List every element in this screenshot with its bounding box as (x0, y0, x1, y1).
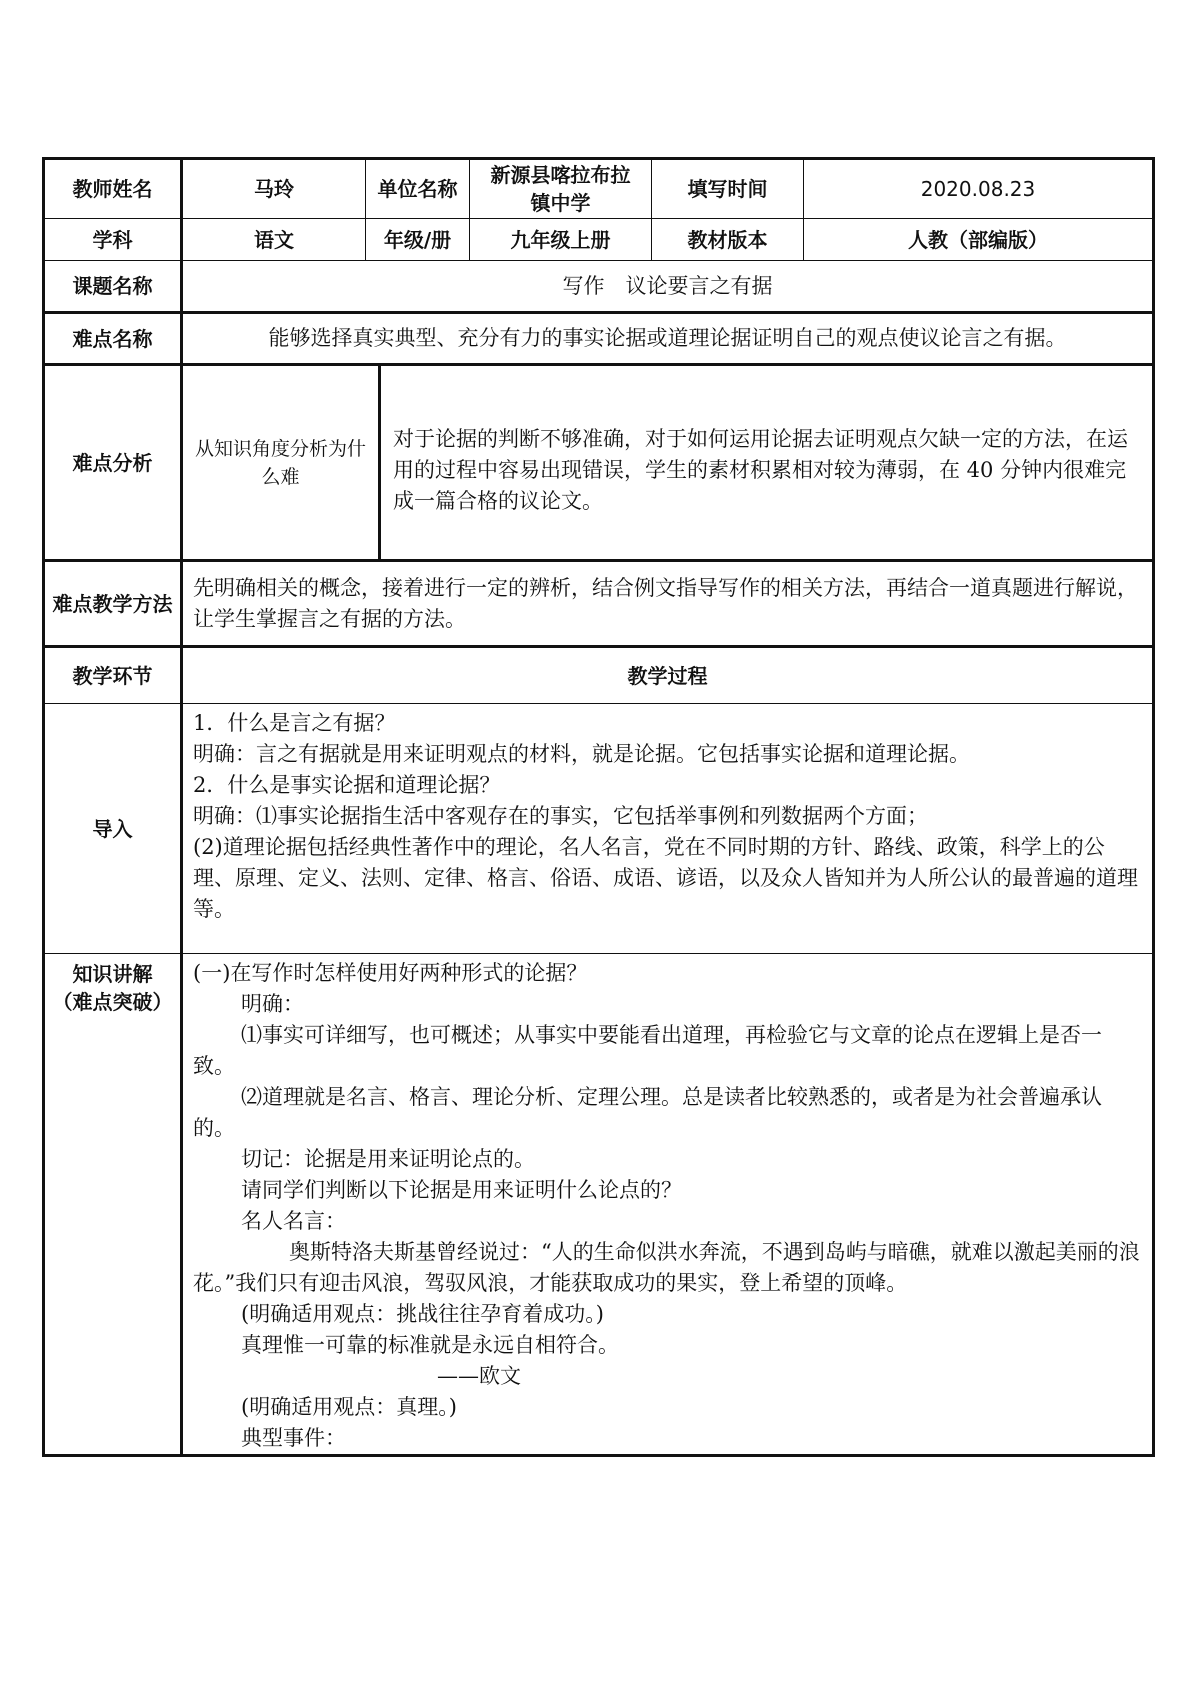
topic-row (44, 261, 1154, 313)
knowledge-line: ——欧文 (437, 1364, 521, 1388)
intro-label: 导入 (44, 704, 182, 954)
knowledge-line: 切记：论据是用来证明论点的。 (241, 1147, 535, 1171)
analysis-value: 对于论据的判断不够准确，对于如何运用论据去证明观点欠缺一定的方法，在运用的过程中容易出现错误，学生的素材积累相对较为薄弱，在 40 分钟内很难完成一篇合格的议论文。 (393, 427, 1128, 513)
subject-value: 语文 (182, 219, 366, 261)
knowledge-label-line1: 知识讲解 (72, 962, 153, 986)
process-label: 教学环节 (44, 647, 182, 704)
intro-row (44, 704, 1154, 954)
grade-value: 九年级上册 (470, 219, 652, 261)
analysis-cell (182, 365, 1154, 561)
knowledge-line: (明确适用观点：真理。) (241, 1395, 457, 1419)
header-row-2 (44, 219, 1154, 261)
unit-label: 单位名称 (366, 159, 470, 219)
intro-line: 1．什么是言之有据？ (193, 711, 396, 735)
knowledge-line: 真理惟一可靠的标准就是永远自相符合。 (241, 1333, 619, 1357)
date-value: 2020.08.23 (804, 159, 1154, 219)
topic-value: 写作 议论要言之有据 (182, 261, 1154, 313)
analysis-sub-label: 从知识角度分析为什么难 (183, 366, 381, 559)
process-header-row (44, 647, 1154, 704)
knowledge-line: ⑴事实可详细写，也可概述；从事实中要能看出道理，再检验它与文章的论点在逻辑上是否一致。 (193, 1023, 1102, 1078)
analysis-label: 难点分析 (44, 365, 182, 561)
analysis-row (44, 365, 1154, 561)
difficulty-row (44, 313, 1154, 365)
intro-line: 明确：⑴事实论据指生活中客观存在的事实，它包括举事例和列数据两个方面； (193, 804, 928, 828)
intro-content (182, 704, 1154, 954)
lesson-plan-table (42, 157, 1155, 1457)
knowledge-line: 名人名言： (241, 1209, 346, 1233)
knowledge-line: (明确适用观点：挑战往往孕育着成功。) (241, 1302, 604, 1326)
knowledge-line: 请同学们判断以下论据是用来证明什么论点的？ (241, 1178, 682, 1202)
intro-line: (2)道理论据包括经典性著作中的理论，名人名言，党在不同时期的方针、路线、政策，科学上的公理、原理、定义、法则、定律、格言、俗语、成语、谚语，以及众人皆知并为人所公认的最普遍的道理等。 (193, 835, 1138, 921)
method-label: 难点教学方法 (44, 561, 182, 647)
intro-line: 明确：言之有据就是用来证明观点的材料，就是论据。它包括事实论据和道理论据。 (193, 742, 970, 766)
knowledge-label-line2: （难点突破） (52, 990, 173, 1014)
knowledge-label (44, 954, 182, 1456)
knowledge-content (182, 954, 1154, 1456)
difficulty-label: 难点名称 (44, 313, 182, 365)
knowledge-row (44, 954, 1154, 1456)
teacher-value: 马玲 (182, 159, 366, 219)
edition-value: 人教（部编版） (804, 219, 1154, 261)
unit-value: 新源县喀拉布拉镇中学 (470, 159, 652, 219)
process-value: 教学过程 (182, 647, 1154, 704)
subject-label: 学科 (44, 219, 182, 261)
difficulty-value: 能够选择真实典型、充分有力的事实论据或道理论据证明自己的观点使议论言之有据。 (182, 313, 1154, 365)
header-row-1 (44, 159, 1154, 219)
knowledge-line: ⑵道理就是名言、格言、理论分析、定理公理。总是读者比较熟悉的，或者是为社会普遍承认的。 (193, 1085, 1102, 1140)
grade-label: 年级/册 (366, 219, 470, 261)
knowledge-line: (一)在写作时怎样使用好两种形式的论据？ (193, 961, 588, 985)
intro-line: 2．什么是事实论据和道理论据？ (193, 773, 501, 797)
date-label: 填写时间 (652, 159, 804, 219)
knowledge-line: 明确： (241, 992, 304, 1016)
knowledge-line: 典型事件： (241, 1426, 346, 1450)
method-value: 先明确相关的概念，接着进行一定的辨析，结合例文指导写作的相关方法，再结合一道真题进行解说，让学生掌握言之有据的方法。 (182, 561, 1154, 647)
knowledge-line: 奥斯特洛夫斯基曾经说过：“人的生命似洪水奔流，不遇到岛屿与暗礁，就难以激起美丽的浪花。”我们只有迎击风浪，驾驭风浪，才能获取成功的果实，登上希望的顶峰。 (193, 1240, 1140, 1295)
topic-label: 课题名称 (44, 261, 182, 313)
edition-label: 教材版本 (652, 219, 804, 261)
method-row (44, 561, 1154, 647)
teacher-label: 教师姓名 (44, 159, 182, 219)
